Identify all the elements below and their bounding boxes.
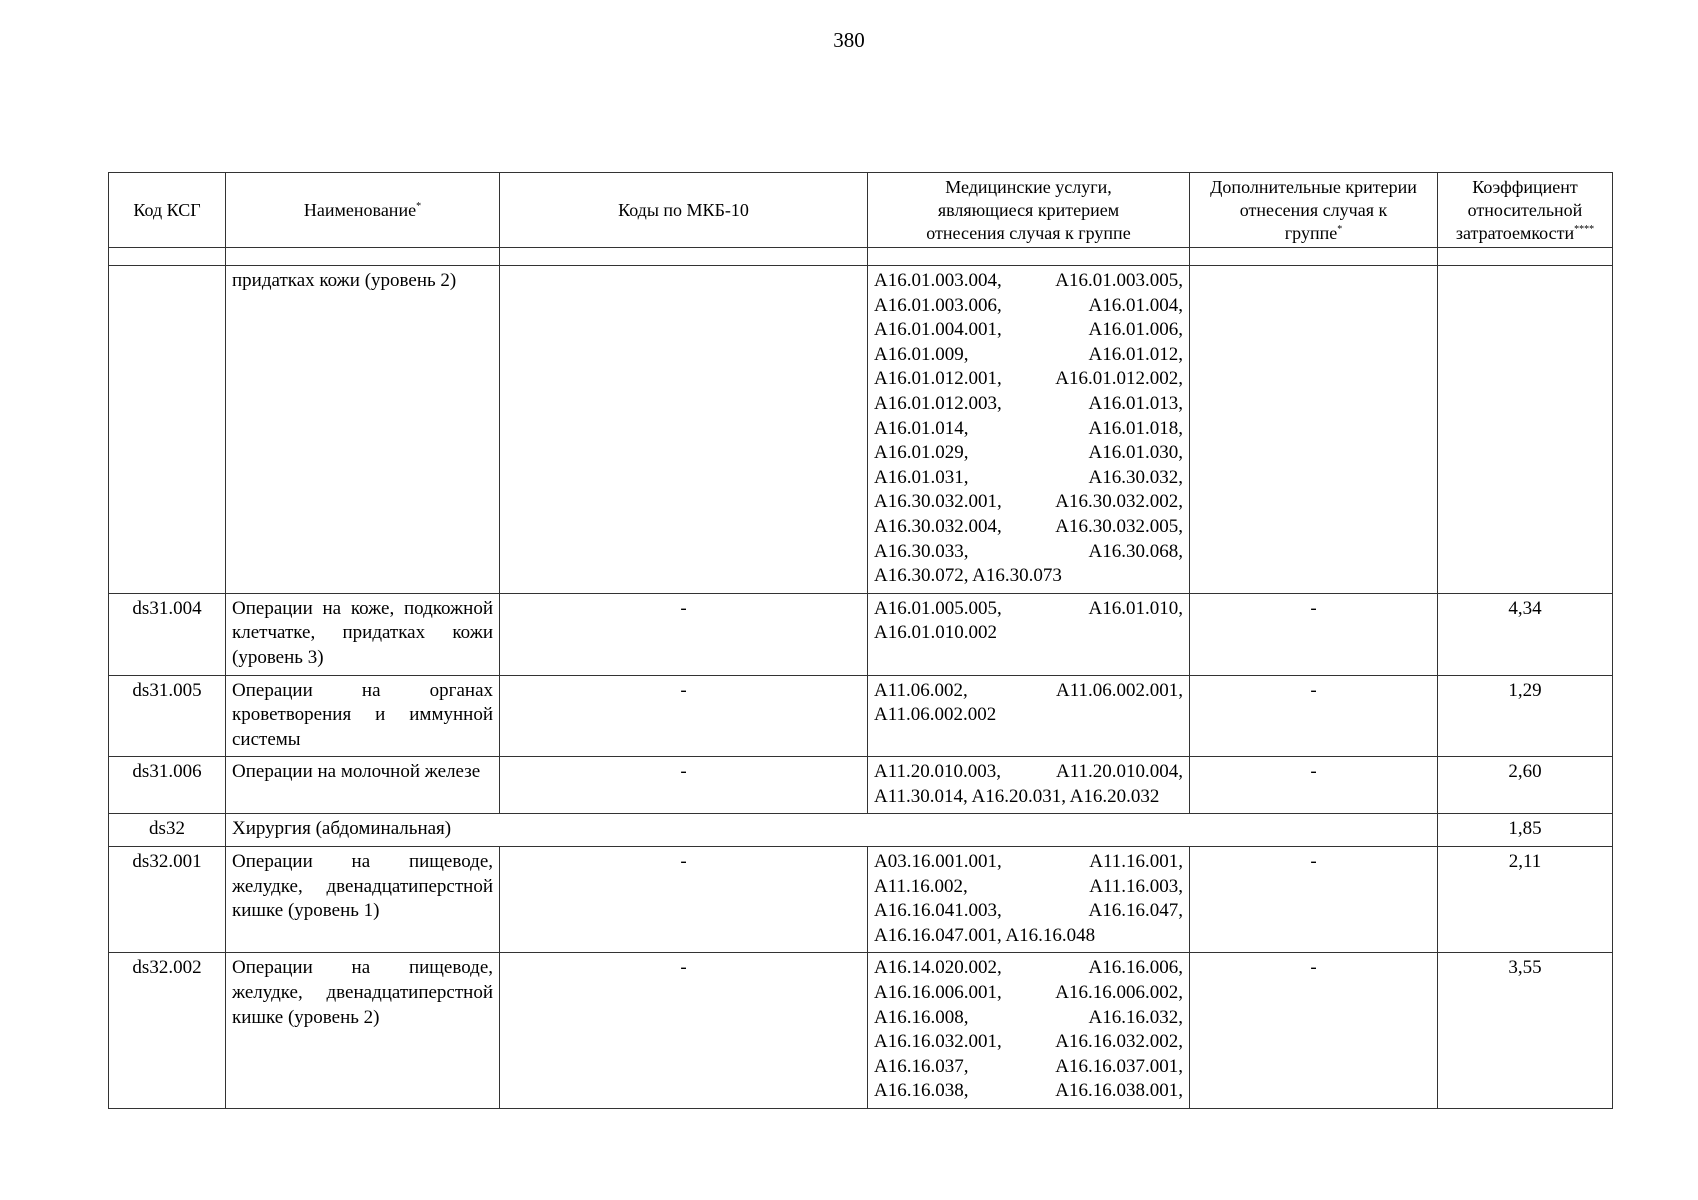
- cell-name: Операции на пищеводе, желудке, двенадцатиперстной кишке (уровень 2): [226, 953, 500, 1109]
- cell-mkb: -: [500, 675, 868, 757]
- header-mkb: Коды по МКБ-10: [500, 173, 868, 248]
- table-row-continued: [109, 266, 1613, 594]
- cell-code: ds31.004: [109, 593, 226, 675]
- header-criteria: Дополнительные критерии отнесения случая к группе*: [1190, 173, 1438, 248]
- service-line: A16.01.031, A16.30.032,: [874, 466, 1183, 488]
- header-coef: Коэффициент относительной затратоемкости****: [1438, 173, 1613, 248]
- section-row: [109, 814, 1613, 847]
- cell-mkb: -: [500, 847, 868, 953]
- section-name: Хирургия (абдоминальная): [226, 814, 1438, 847]
- service-line: A16.16.006.001, A16.16.006.002,: [874, 982, 1183, 1004]
- cell-name: придатках кожи (уровень 2): [226, 266, 500, 594]
- cell-mkb: [500, 266, 868, 594]
- cell-coef: 3,55: [1438, 953, 1613, 1109]
- service-line: A16.16.037, A16.16.037.001,: [874, 1055, 1183, 1077]
- ksg-table: [108, 172, 1613, 1109]
- service-line: A16.16.041.003, A16.16.047,: [874, 900, 1183, 922]
- service-line: A03.16.001.001, A11.16.001,: [874, 851, 1183, 873]
- cell-criteria: -: [1190, 847, 1438, 953]
- table-row: [109, 593, 1613, 675]
- cell-criteria: -: [1190, 675, 1438, 757]
- service-line: A11.06.002, A11.06.002.001,: [874, 679, 1183, 701]
- header-code: Код КСГ: [109, 173, 226, 248]
- service-line: A16.01.004.001, A16.01.006,: [874, 319, 1183, 341]
- cell-criteria: -: [1190, 593, 1438, 675]
- cell-coef: 1,29: [1438, 675, 1613, 757]
- service-line: A16.16.047.001, A16.16.048: [874, 924, 1096, 946]
- cell-criteria: [1190, 266, 1438, 594]
- service-line: A16.30.033, A16.30.068,: [874, 540, 1183, 562]
- cell-criteria: -: [1190, 953, 1438, 1109]
- service-line: A11.16.002, A11.16.003,: [874, 875, 1183, 897]
- service-line: A16.01.010.002: [874, 622, 997, 644]
- table-row: [109, 847, 1613, 953]
- cell-mkb: -: [500, 593, 868, 675]
- cell-mkb: -: [500, 953, 868, 1109]
- service-line: A16.01.012.003, A16.01.013,: [874, 392, 1183, 414]
- cell-services: [868, 953, 1190, 1109]
- service-line: A16.16.032.001, A16.16.032.002,: [874, 1031, 1183, 1053]
- cell-coef: 2,11: [1438, 847, 1613, 953]
- cell-criteria: -: [1190, 757, 1438, 814]
- service-line: A16.01.029, A16.01.030,: [874, 442, 1183, 464]
- header-name: Наименование*: [226, 173, 500, 248]
- cell-services: [868, 675, 1190, 757]
- service-line: A16.01.012.001, A16.01.012.002,: [874, 368, 1183, 390]
- service-line: A16.01.005.005, A16.01.010,: [874, 597, 1183, 619]
- service-line: A16.16.038, A16.16.038.001,: [874, 1080, 1183, 1102]
- service-line: A16.01.003.006, A16.01.004,: [874, 294, 1183, 316]
- cell-code: ds31.005: [109, 675, 226, 757]
- header-criteria-footnote-mark: *: [1337, 223, 1343, 235]
- header-spacer-row: [109, 248, 1613, 266]
- cell-code: ds32.002: [109, 953, 226, 1109]
- table-row: [109, 675, 1613, 757]
- cell-name: Операции на коже, подкожной клетчатке, придатках кожи (уровень 3): [226, 593, 500, 675]
- service-line: A16.14.020.002, A16.16.006,: [874, 957, 1183, 979]
- table-row: [109, 953, 1613, 1109]
- service-line: A11.30.014, A16.20.031, A16.20.032: [874, 785, 1160, 807]
- section-coef: 1,85: [1438, 814, 1613, 847]
- service-line: A16.30.032.001, A16.30.032.002,: [874, 491, 1183, 513]
- service-line: A11.06.002.002: [874, 704, 997, 726]
- cell-services: [868, 757, 1190, 814]
- header-name-footnote-mark: *: [416, 200, 422, 212]
- cell-coef: [1438, 266, 1613, 594]
- cell-services: [868, 593, 1190, 675]
- cell-services: [868, 847, 1190, 953]
- service-line: A11.20.010.003, A11.20.010.004,: [874, 761, 1183, 783]
- header-services: Медицинские услуги, являющиеся критерием отнесения случая к группе: [868, 173, 1190, 248]
- cell-name: Операции на органах кроветворения и иммунной системы: [226, 675, 500, 757]
- header-row: [109, 173, 1613, 248]
- cell-coef: 4,34: [1438, 593, 1613, 675]
- cell-name: Операции на пищеводе, желудке, двенадцатиперстной кишке (уровень 1): [226, 847, 500, 953]
- cell-services: [868, 266, 1190, 594]
- cell-code: ds31.006: [109, 757, 226, 814]
- header-coef-footnote-mark: ****: [1574, 223, 1595, 235]
- cell-name: Операции на молочной железе: [226, 757, 500, 814]
- page-number: 380: [833, 28, 865, 52]
- service-line: A16.01.009, A16.01.012,: [874, 343, 1183, 365]
- service-line: A16.16.008, A16.16.032,: [874, 1006, 1183, 1028]
- section-code: ds32: [109, 814, 226, 847]
- cell-mkb: -: [500, 757, 868, 814]
- service-line: A16.30.072, A16.30.073: [874, 565, 1062, 587]
- service-line: A16.30.032.004, A16.30.032.005,: [874, 515, 1183, 537]
- service-line: A16.01.003.004, A16.01.003.005,: [874, 270, 1183, 291]
- cell-coef: 2,60: [1438, 757, 1613, 814]
- table-row: [109, 757, 1613, 814]
- service-line: A16.01.014, A16.01.018,: [874, 417, 1183, 439]
- cell-code: [109, 266, 226, 594]
- cell-code: ds32.001: [109, 847, 226, 953]
